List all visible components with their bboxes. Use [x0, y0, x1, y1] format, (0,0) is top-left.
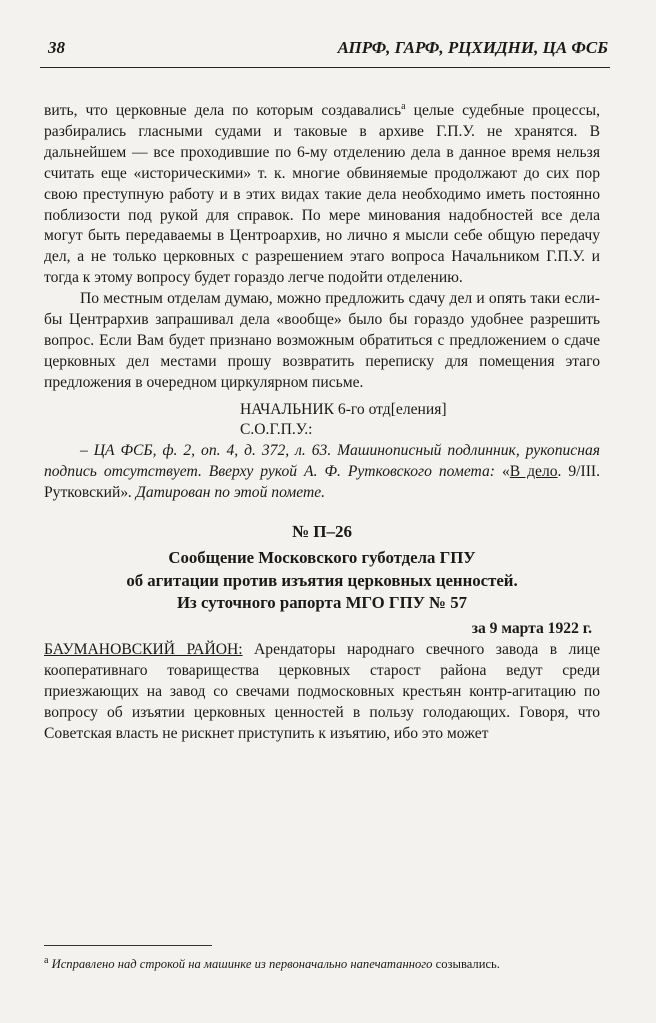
- paragraph-3-text: Арендаторы народнаго свечного завода в лице кооперативнаго товарищества церковных старост района ведут среди приезжающих на завод со свечами подмосковных крестьян контр-агитацию по вопросу об изъятии церковных ценностей в пользу голодающих. Говоря, что Советская власть не рискнет приступить к изъятию, ибо это может: [44, 640, 600, 742]
- document-title-line-1: Сообщение Московского губотдела ГПУ: [168, 548, 476, 568]
- document-title: [44, 547, 600, 615]
- footnote: [44, 955, 600, 974]
- page-body: [44, 101, 600, 744]
- paragraph-1: [44, 101, 600, 289]
- footnote-plain: созывались.: [432, 957, 500, 971]
- running-title: АПРФ, ГАРФ, РЦХИДНИ, ЦА ФСБ: [337, 38, 608, 57]
- archival-note-2: . Датирован по этой помете.: [128, 483, 326, 501]
- archival-v-delo: В дело: [509, 462, 558, 480]
- archival-quote-rest: . 9/III. Рутковский»: [44, 462, 600, 501]
- footnote-italic: Исправлено над строкой на машинке из первоначально напечатанного: [48, 957, 433, 971]
- archival-quote-open: «: [501, 462, 510, 480]
- paragraph-1-start: вить, что церковные дела по которым создавались: [44, 102, 402, 119]
- signature-line-1: НАЧАЛЬНИК 6-го отд[еления]: [240, 400, 447, 418]
- district-heading: БАУМАНОВСКИЙ РАЙОН:: [44, 640, 243, 658]
- archival-note: [44, 441, 600, 504]
- paragraph-1-rest: целые судебные процессы, разбирались гласными судами и таковые в архиве Г.П.У. не хранятся. В дальнейшем — все проходившие по 6-му отделению дела в данное время нельзя считать еще «историческими» т. к. многие обвиняемые продолжают до сих пор свою преступную работу и в этих видах такие дела необходимо иметь постоянно поблизости под рукой для справок. По мере минования надобностей все дела могут быть передаваемы в Центроархив, но лично я мысли себе общую передачу дел, а не только церковных с разрешением этаго вопроса Начальником Г.П.У. и тогда к этому вопросу будет гораздо легче подойти отделению.: [44, 102, 601, 287]
- document-date: за 9 марта 1922 г.: [471, 619, 592, 637]
- archival-note-1: – ЦА ФСБ, ф. 2, оп. 4, д. 372, л. 63. Машинописный подлинник, рукописная подпись отсутствует. Вверху рукой А. Ф. Рутковского помета:: [44, 441, 600, 480]
- header-rule: [40, 67, 610, 68]
- document-title-line-3: Из суточного рапорта МГО ГПУ № 57: [176, 593, 468, 613]
- footnote-mark: а: [44, 954, 49, 966]
- document-title-line-2: об агитации против изъятия церковных ценностей.: [126, 570, 518, 590]
- signature-line-2: С.О.Г.П.У.:: [240, 421, 313, 439]
- page-header: [48, 36, 608, 66]
- signature-block: [44, 400, 600, 441]
- paragraph-3: [44, 640, 600, 745]
- document-number: № П–26: [291, 522, 353, 542]
- footnote-marker: а: [401, 100, 406, 112]
- footnote-rule: [44, 945, 212, 946]
- paragraph-2: По местным отделам думаю, можно предложить сдачу дел и опять таки если-бы Центрархив запрашивал дела «вообще» было бы гораздо удобнее разрешить вопрос. Если Вам будет признано возможным обратиться с предложением о сдаче церковных дел местами прошу возвратить переписку для помещения этаго предложения в очередном циркулярном письме.: [44, 290, 600, 391]
- page-number: 38: [48, 38, 65, 57]
